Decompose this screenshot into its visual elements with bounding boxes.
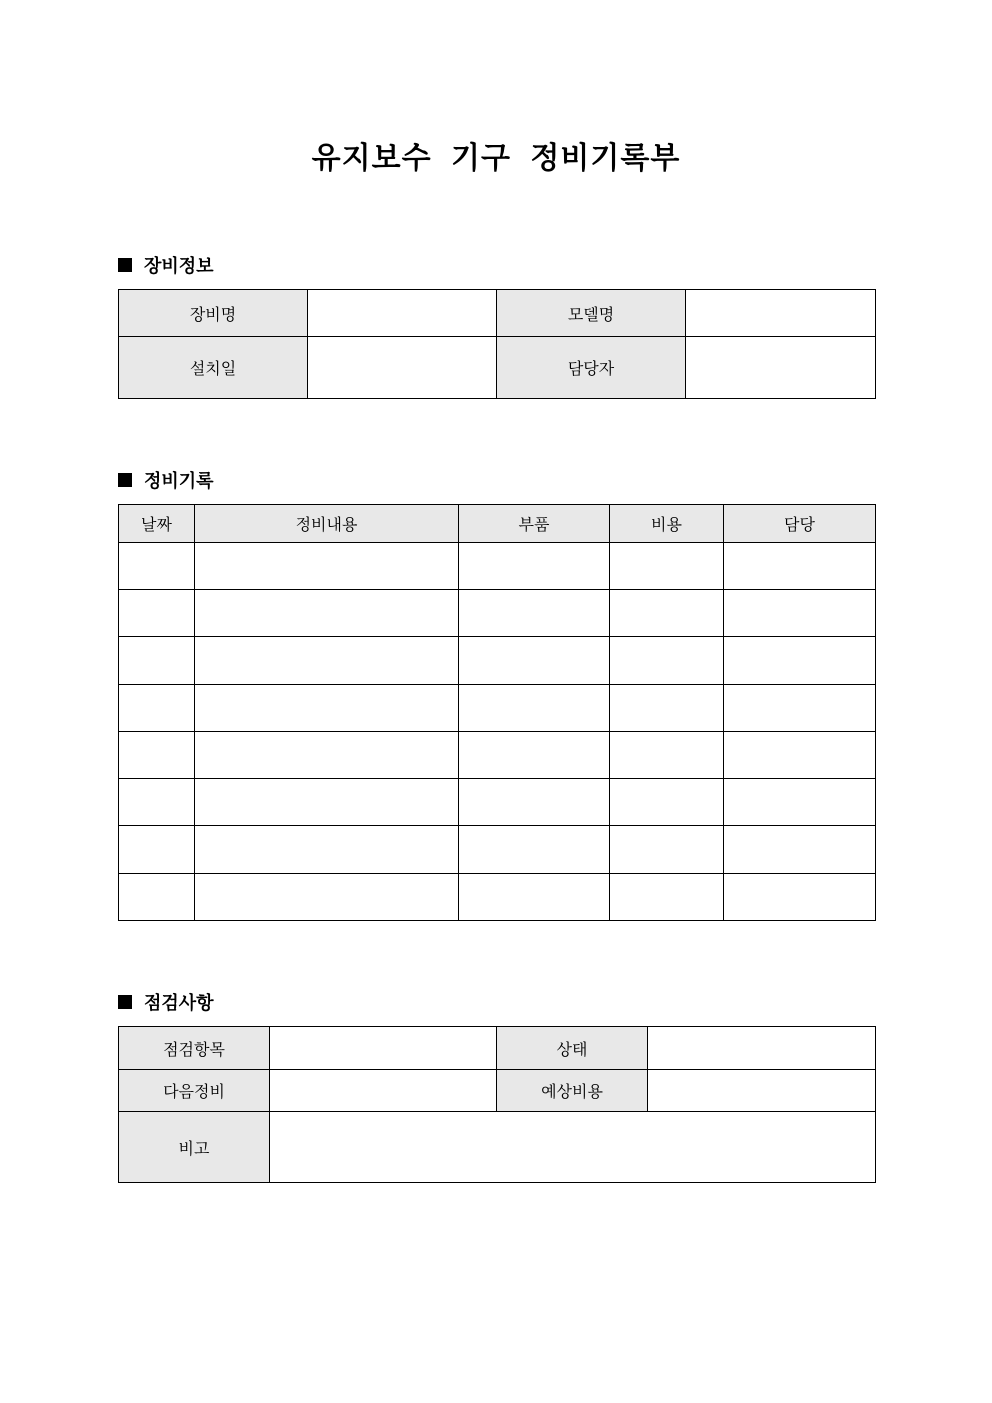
table-row: [119, 826, 876, 874]
person-cell[interactable]: [724, 543, 876, 590]
parts-cell[interactable]: [459, 732, 610, 779]
estimated-cost-field[interactable]: [648, 1070, 876, 1112]
date-cell[interactable]: [119, 543, 195, 590]
records-section-heading: [118, 468, 214, 492]
manager-label: 담당자: [497, 337, 686, 399]
date-cell[interactable]: [119, 826, 195, 874]
square-bullet-icon: [118, 258, 132, 272]
person-cell[interactable]: [724, 685, 876, 732]
person-cell[interactable]: [724, 637, 876, 685]
person-cell[interactable]: [724, 732, 876, 779]
parts-cell[interactable]: [459, 543, 610, 590]
details-cell[interactable]: [195, 732, 459, 779]
table-row: [119, 779, 876, 826]
date-cell[interactable]: [119, 590, 195, 637]
model-name-label: 모델명: [497, 290, 686, 337]
remarks-label: 비고: [119, 1112, 270, 1183]
person-cell[interactable]: [724, 874, 876, 921]
details-cell[interactable]: [195, 685, 459, 732]
column-header-person: 담당: [724, 505, 876, 543]
cost-cell[interactable]: [610, 685, 724, 732]
table-row: [119, 732, 876, 779]
cost-cell[interactable]: [610, 779, 724, 826]
person-cell[interactable]: [724, 779, 876, 826]
parts-cell[interactable]: [459, 590, 610, 637]
details-cell[interactable]: [195, 826, 459, 874]
equipment-section-heading: [118, 253, 214, 277]
inspection-table: [118, 1026, 876, 1183]
column-header-cost: 비용: [610, 505, 724, 543]
inspection-item-field[interactable]: [270, 1027, 497, 1070]
date-cell[interactable]: [119, 732, 195, 779]
equipment-info-table: [118, 289, 876, 399]
date-cell[interactable]: [119, 874, 195, 921]
date-cell[interactable]: [119, 685, 195, 732]
details-cell[interactable]: [195, 779, 459, 826]
column-header-date: 날짜: [119, 505, 195, 543]
details-cell[interactable]: [195, 590, 459, 637]
date-cell[interactable]: [119, 779, 195, 826]
person-cell[interactable]: [724, 826, 876, 874]
estimated-cost-label: 예상비용: [497, 1070, 648, 1112]
equipment-name-label: 장비명: [119, 290, 308, 337]
cost-cell[interactable]: [610, 637, 724, 685]
table-row: [119, 874, 876, 921]
records-heading-text: 정비기록: [144, 471, 214, 492]
inspection-heading-text: 점검사항: [144, 993, 214, 1014]
maintenance-records-table: [118, 504, 876, 921]
status-field[interactable]: [648, 1027, 876, 1070]
cost-cell[interactable]: [610, 543, 724, 590]
next-service-field[interactable]: [270, 1070, 497, 1112]
cost-cell[interactable]: [610, 732, 724, 779]
cost-cell[interactable]: [610, 826, 724, 874]
column-header-details: 정비내용: [195, 505, 459, 543]
page-title: 유지보수 기구 정비기록부: [311, 141, 681, 176]
remarks-field[interactable]: [270, 1112, 876, 1183]
person-cell[interactable]: [724, 590, 876, 637]
cost-cell[interactable]: [610, 874, 724, 921]
parts-cell[interactable]: [459, 826, 610, 874]
equipment-name-field[interactable]: [308, 290, 497, 337]
column-header-parts: 부품: [459, 505, 610, 543]
date-cell[interactable]: [119, 637, 195, 685]
manager-field[interactable]: [686, 337, 876, 399]
square-bullet-icon: [118, 995, 132, 1009]
parts-cell[interactable]: [459, 874, 610, 921]
details-cell[interactable]: [195, 874, 459, 921]
details-cell[interactable]: [195, 637, 459, 685]
table-row: [119, 543, 876, 590]
square-bullet-icon: [118, 473, 132, 487]
parts-cell[interactable]: [459, 685, 610, 732]
model-name-field[interactable]: [686, 290, 876, 337]
cost-cell[interactable]: [610, 590, 724, 637]
table-row: [119, 685, 876, 732]
inspection-item-label: 점검항목: [119, 1027, 270, 1070]
table-row: [119, 637, 876, 685]
equipment-heading-text: 장비정보: [144, 256, 214, 277]
parts-cell[interactable]: [459, 779, 610, 826]
install-date-label: 설치일: [119, 337, 308, 399]
inspection-section-heading: [118, 990, 214, 1014]
parts-cell[interactable]: [459, 637, 610, 685]
details-cell[interactable]: [195, 543, 459, 590]
status-label: 상태: [497, 1027, 648, 1070]
install-date-field[interactable]: [308, 337, 497, 399]
table-row: [119, 590, 876, 637]
next-service-label: 다음정비: [119, 1070, 270, 1112]
